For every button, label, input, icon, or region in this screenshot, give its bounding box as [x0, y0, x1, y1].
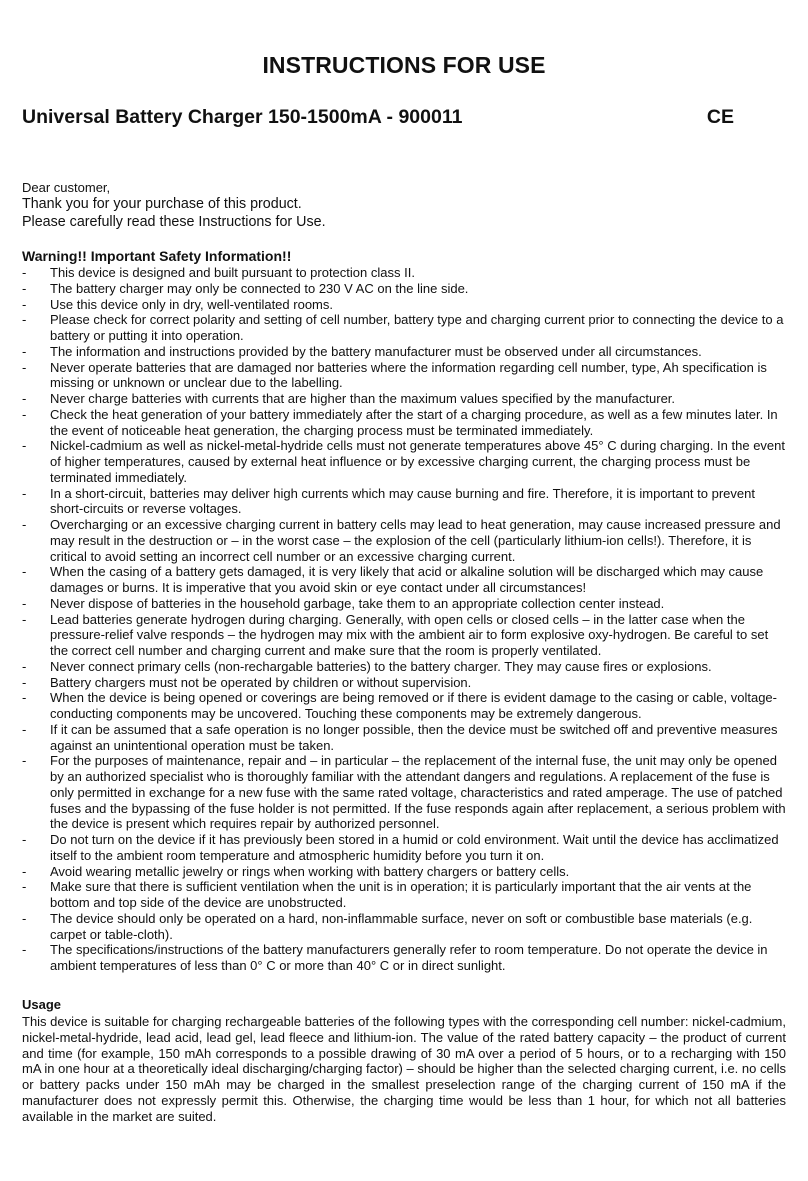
warning-item: [22, 690, 786, 722]
warning-text: Do not turn on the device if it has previously been stored in a humid or cold environment. Wait until the device has acclimatized itself to the ambient room temperature and atmospheric humidity before you turn it on.: [50, 832, 779, 863]
warning-item: [22, 564, 786, 596]
greeting-block: [22, 180, 792, 231]
safety-warning-heading: Warning!! Important Safety Information!!: [22, 248, 292, 264]
bullet-dash: -: [22, 595, 27, 611]
warning-item: [22, 864, 786, 880]
warning-item: [22, 675, 786, 691]
warning-text: Never connect primary cells (non-rechargable batteries) to the battery charger. They may cause fires or explosions.: [50, 658, 712, 674]
warning-item: [22, 911, 786, 943]
safety-warning-list: [22, 265, 786, 974]
warning-text: Lead batteries generate hydrogen during charging. Generally, with open cells or closed cells – in the latter case when the pressure-relief valve responds – the hydrogen may mix with the ambient air to form explosive oxy-hydrogen. Be careful to set the correct cell number and charging current and make sure that the room is properly ventilated.: [50, 611, 769, 658]
read-instructions-line: Please carefully read these Instructions for Use.: [22, 214, 326, 230]
warning-text: Never charge batteries with currents that are higher than the maximum values specified by the manufacturer.: [50, 391, 676, 406]
warning-text: In a short-circuit, batteries may deliver high currents which may cause burning and fire. Therefore, it is important to prevent short-circuits or reverse voltages.: [50, 485, 755, 517]
warning-item: [22, 942, 786, 974]
ce-mark: CE: [706, 106, 734, 128]
warning-item: [22, 659, 786, 675]
warning-text: The information and instructions provided by the battery manufacturer must be observed under all circumstances.: [50, 343, 702, 359]
warning-item: [22, 517, 786, 564]
warning-item: [22, 832, 786, 864]
salutation: Dear customer,: [22, 180, 111, 195]
warning-text: The specifications/instructions of the battery manufacturers generally refer to room temperature. Do not operate the device in ambient temperatures of less than 0° C or more than 40° C or in direct sunlight.: [50, 942, 768, 973]
warning-text: The battery charger may only be connected to 230 V AC on the line side.: [50, 280, 469, 296]
bullet-dash: -: [22, 611, 27, 627]
warning-text: When the casing of a battery gets damaged, it is very likely that acid or alkaline solution will be discharged which may cause damages or burns. It is imperative that you avoid skin or eye contact under all circumstances!: [50, 564, 764, 595]
warning-text: If it can be assumed that a safe operation is no longer possible, then the device must be switched off and preventive measures against an unintentional operation must be taken.: [50, 721, 778, 753]
bullet-dash: -: [22, 942, 27, 958]
warning-text: Never dispose of batteries in the household garbage, take them to an appropriate collection center instead.: [50, 595, 665, 611]
bullet-dash: -: [22, 721, 27, 737]
bullet-dash: -: [22, 658, 27, 674]
warning-item: [22, 297, 786, 313]
bullet-dash: -: [22, 296, 27, 312]
warning-item: [22, 281, 786, 297]
bullet-dash: -: [22, 674, 27, 690]
warning-text: Avoid wearing metallic jewelry or rings when working with battery chargers or battery cells.: [50, 863, 570, 879]
product-heading: [22, 106, 734, 129]
bullet-dash: -: [22, 280, 27, 296]
warning-item: [22, 753, 786, 832]
warning-text: Never operate batteries that are damaged nor batteries where the information regarding cell number, type, Ah specification is missing or unknown or unclear due to the labelling.: [50, 359, 767, 391]
bullet-dash: -: [22, 438, 27, 454]
page-title: INSTRUCTIONS FOR USE: [262, 52, 546, 78]
product-name: Universal Battery Charger 150-1500mA - 900011: [22, 106, 463, 128]
warning-item: [22, 722, 786, 754]
bullet-dash: -: [22, 753, 27, 769]
warning-text: This device is designed and built pursuant to protection class II.: [50, 265, 415, 280]
bullet-dash: -: [22, 517, 27, 532]
warning-text: Battery chargers must not be operated by children or without supervision.: [50, 674, 472, 690]
warning-item: [22, 612, 786, 659]
bullet-dash: -: [22, 910, 27, 926]
bullet-dash: -: [22, 406, 27, 422]
warning-item: [22, 438, 786, 485]
warning-text: The device should only be operated on a hard, non-inflammable surface, never on soft or combustible base materials (e.g. carpet or table-cloth).: [50, 910, 753, 942]
bullet-dash: -: [22, 690, 27, 706]
warning-item: [22, 312, 786, 344]
warning-text: Use this device only in dry, well-ventilated rooms.: [50, 296, 333, 312]
thank-you-line: Thank you for your purchase of this product.: [22, 196, 302, 212]
bullet-dash: -: [22, 564, 27, 580]
warning-item: [22, 407, 786, 439]
warning-text: Check the heat generation of your battery immediately after the start of a charging procedure, as well as a few minutes later. In the event of noticeable heat generation, the charging process must be terminated immediately.: [50, 406, 778, 438]
warning-item: [22, 596, 786, 612]
warning-text: For the purposes of maintenance, repair and – in particular – the replacement of the internal fuse, the unit may only be opened by an authorized specialist who is thoroughly familiar with the attendant dangers and regulations. A replacement of the fuse is only permitted in exchange for a new fuse with the same rated voltage, characteristics and rated amperage. The use of patched fuses and the bypassing of the fuse holder is not permitted. If the fuse responds again after replacement, a serious problem with the device is present which requires repair by authorized personnel.: [50, 753, 786, 832]
usage-heading: Usage: [22, 997, 62, 1012]
warning-item: [22, 391, 786, 407]
warning-text: When the device is being opened or coverings are being removed or if there is evident damage to the casing or cable, voltage-conducting components may be uncovered. Touching these components may be extremely dangerous.: [50, 690, 777, 721]
bullet-dash: -: [22, 832, 27, 847]
bullet-dash: -: [22, 359, 27, 375]
warning-text: Make sure that there is sufficient ventilation when the unit is in operation; it is particularly important that the air vents at the bottom and top side of the device are unobstructed.: [50, 879, 752, 910]
warning-item: [22, 486, 786, 518]
bullet-dash: -: [22, 863, 27, 879]
bullet-dash: -: [22, 391, 27, 406]
usage-paragraph: This device is suitable for charging rechargeable batteries of the following types with the corresponding cell number: nickel-cadmium, nickel-metal-hydride, lead acid, lead gel, lead fleece and lithium-ion. The value of the rated battery capacity – the product of current and time (for example, 150 mAh corresponds to a possible drawing of 30 mA over a period of 5 hours, or to a recharging with 150 mA in one hour at a theoretically ideal discharging/charging factor) – should be higher than the selected charging current, i.e. no cells or battery packs under 150 mAh may be charged in the smallest preselection range of the charging current of 150 mA if the manufacturer does not expressly permit this. Otherwise, the charging time would be less than 1 hour, for which not all batteries available in the market are suited.: [22, 1014, 786, 1124]
bullet-dash: -: [22, 312, 27, 328]
warning-text: Please check for correct polarity and setting of cell number, battery type and charging current prior to connecting the device to a battery or putting it into operation.: [50, 312, 784, 343]
warning-text: Overcharging or an excessive charging current in battery cells may lead to heat generation, may cause increased pressure and may result in the destruction or – in the worst case – the explosion of the cell (particularly lithium-ion cells!). Therefore, it is critical to avoid setting an incorrect cell number or an excessive charging current.: [50, 517, 781, 564]
bullet-dash: -: [22, 265, 27, 280]
bullet-dash: -: [22, 879, 27, 895]
bullet-dash: -: [22, 485, 27, 501]
warning-item: [22, 879, 786, 911]
bullet-dash: -: [22, 343, 27, 359]
warning-item: [22, 265, 786, 281]
warning-text: Nickel-cadmium as well as nickel-metal-hydride cells must not generate temperatures above 45° C during charging. In the event of higher temperatures, caused by external heat influence or by excessive charging current, the charging process must be terminated immediately.: [50, 438, 785, 485]
warning-item: [22, 344, 786, 360]
warning-item: [22, 360, 786, 392]
